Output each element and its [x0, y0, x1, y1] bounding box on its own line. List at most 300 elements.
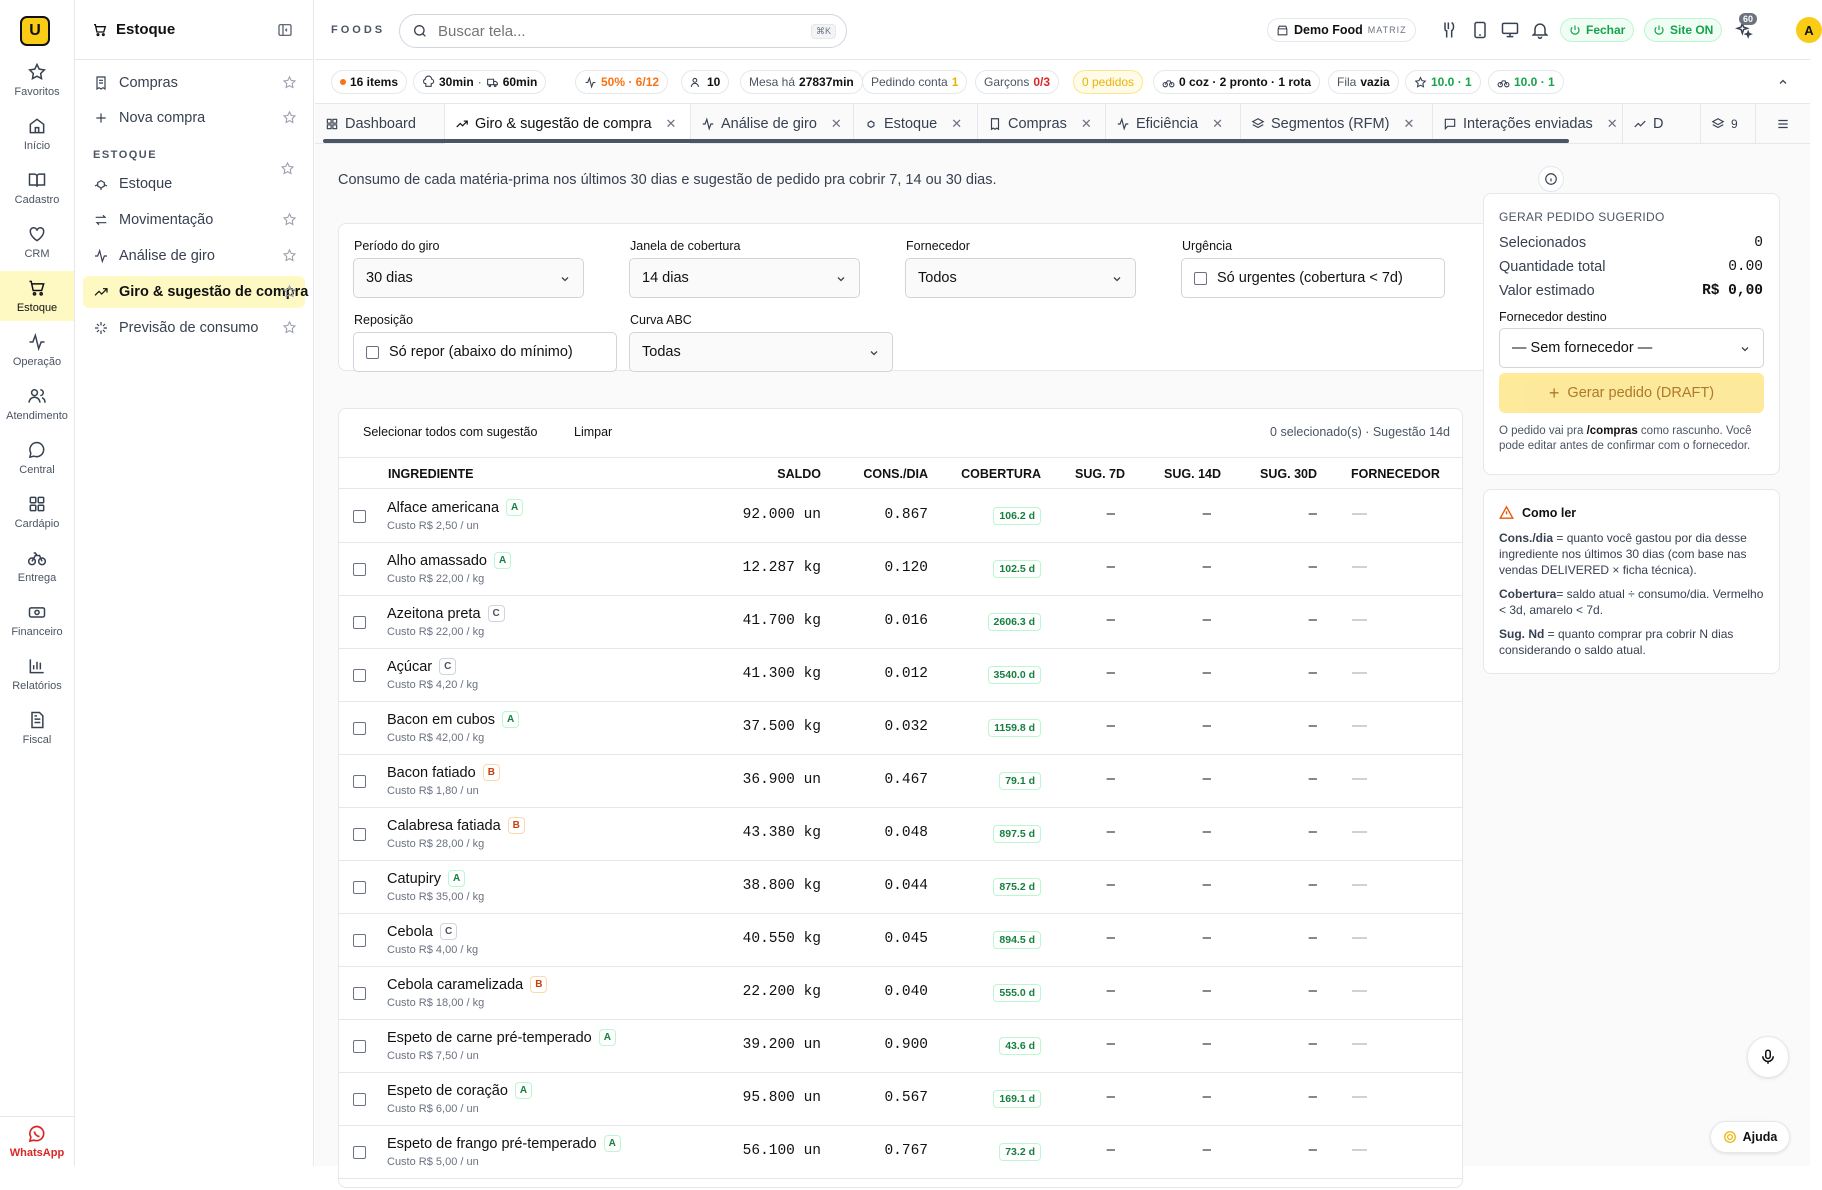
row-checkbox[interactable] — [353, 1146, 366, 1159]
close-icon[interactable]: ✕ — [951, 116, 963, 131]
table-row[interactable] — [339, 1020, 1462, 1073]
sug-14d-cell: – — [1202, 1141, 1211, 1158]
receipt-icon — [988, 117, 1002, 131]
ingredient-name: Espeto de carne pré-temperado — [387, 1029, 592, 1046]
ingredient-name: Espeto de frango pré-temperado — [387, 1135, 597, 1152]
chevron-down-icon — [1739, 343, 1751, 355]
status-pedindo-conta-chip[interactable]: Pedindo conta 1 — [862, 70, 967, 94]
tabs-count-button[interactable]: 9 — [1700, 104, 1756, 144]
status-garcons-chip[interactable]: Garçons 0/3 — [975, 70, 1059, 94]
row-checkbox[interactable] — [353, 563, 366, 576]
sug-30d-cell: – — [1308, 1141, 1317, 1158]
users-icon — [27, 386, 47, 406]
separator-dot: · — [477, 75, 482, 89]
cons-dia-cell: 0.867 — [884, 507, 928, 523]
table-row[interactable] — [339, 755, 1462, 808]
abc-badge: A — [506, 499, 523, 516]
fornecedor-cell: — — [1352, 823, 1367, 840]
whatsapp-button[interactable]: WhatsApp — [0, 1116, 74, 1166]
row-checkbox[interactable] — [353, 1093, 366, 1106]
row-checkbox[interactable] — [353, 881, 366, 894]
rail-item-cardapio[interactable]: Cardápio — [0, 487, 74, 537]
ingredient-cost: Custo R$ 7,50 / un — [387, 1050, 479, 1062]
close-icon[interactable]: ✕ — [1606, 116, 1618, 131]
col-sug-30d[interactable]: SUG. 30D — [1260, 467, 1317, 481]
tab-truncated[interactable]: D — [1623, 104, 1669, 144]
sparkle-icon — [93, 320, 109, 336]
table-row[interactable] — [339, 914, 1462, 967]
saldo-cell: 38.800 kg — [742, 878, 821, 894]
abc-badge: C — [440, 923, 457, 940]
cons-dia-cell: 0.044 — [884, 878, 928, 894]
ingredient-cost: Custo R$ 1,80 / un — [387, 785, 479, 797]
ingredient-name-cell — [387, 1135, 621, 1152]
how-to-read-title: Como ler — [1499, 505, 1576, 520]
curva-abc-select[interactable]: Todas — [629, 332, 893, 372]
user-avatar[interactable]: A — [1796, 17, 1822, 43]
cons-dia-cell: 0.045 — [884, 931, 928, 947]
chevron-down-icon — [868, 347, 880, 359]
subnav-item-analise-de-giro[interactable]: Análise de giro — [83, 240, 305, 272]
col-cobertura[interactable]: COBERTURA — [961, 467, 1041, 481]
cobertura-badge: 73.2 d — [999, 1143, 1041, 1161]
cons-dia-cell: 0.040 — [884, 984, 928, 1000]
sug-14d-cell: – — [1202, 929, 1211, 946]
tabs-menu-button[interactable] — [1756, 104, 1810, 144]
ingredient-cost: Custo R$ 18,00 / kg — [387, 997, 485, 1009]
ingredient-name: Espeto de coração — [387, 1082, 508, 1099]
favorite-star-icon[interactable] — [282, 110, 297, 125]
row-checkbox[interactable] — [353, 510, 366, 523]
tab-giro-sugestao[interactable]: Giro & sugestão de compra ✕ — [445, 104, 691, 144]
subnav-item-giro-sugestao[interactable]: Giro & sugestão de compra — [83, 276, 305, 308]
store-selector[interactable]: Demo Food MATRIZ — [1267, 18, 1416, 42]
col-saldo[interactable]: SALDO — [777, 467, 821, 481]
status-occupancy-chip[interactable]: 50% · 6/12 — [575, 70, 668, 94]
how-to-read-card — [1483, 489, 1780, 674]
table-row[interactable] — [339, 861, 1462, 914]
valor-row: Valor estimado R$ 0,00 — [1499, 283, 1763, 299]
trending-icon — [455, 117, 469, 131]
favorite-star-icon[interactable] — [282, 284, 297, 299]
close-icon[interactable]: ✕ — [830, 116, 842, 131]
sug-14d-cell: – — [1202, 505, 1211, 522]
sug-7d-cell: – — [1106, 1141, 1115, 1158]
boxes-icon — [93, 176, 109, 192]
subnav-item-estoque[interactable]: Estoque — [83, 168, 305, 200]
table-row[interactable] — [339, 702, 1462, 755]
status-mesa-chip[interactable]: Mesa há 27837min — [740, 70, 863, 94]
fornecedor-cell: — — [1352, 717, 1367, 734]
status-people-chip[interactable]: 10 — [681, 70, 729, 94]
chat-icon — [27, 440, 47, 460]
sug-7d-cell: – — [1106, 823, 1115, 840]
voice-button[interactable] — [1747, 1036, 1789, 1078]
rail-item-entrega[interactable]: Entrega — [0, 541, 74, 591]
chef-hat-icon — [422, 76, 435, 89]
sug-14d-cell: – — [1202, 1035, 1211, 1052]
col-fornecedor[interactable]: FORNECEDOR — [1351, 467, 1440, 481]
fornecedor-select[interactable]: Todos — [905, 258, 1136, 298]
rail-item-relatorios[interactable]: Relatórios — [0, 649, 74, 699]
sug-14d-cell: – — [1202, 664, 1211, 681]
filters-card — [338, 223, 1489, 371]
page-description: Consumo de cada matéria-prima nos últimos 30 dias e sugestão de pedido pra cobrir 7, 14 ou 30 dias. — [338, 172, 997, 188]
activity-icon — [1116, 117, 1130, 131]
saldo-cell: 22.200 kg — [742, 984, 821, 1000]
tab-dashboard[interactable]: Dashboard — [315, 104, 445, 144]
status-rating-chip[interactable]: 10.0 · 1 — [1405, 70, 1481, 94]
periodo-select[interactable]: 30 dias — [353, 258, 584, 298]
boxes-icon — [864, 117, 878, 131]
site-on-toggle[interactable]: Site ON — [1644, 18, 1722, 42]
ingredient-name: Bacon em cubos — [387, 711, 496, 728]
rail-item-atendimento[interactable]: Atendimento — [0, 379, 74, 429]
curva-abc-label: Curva ABC — [630, 313, 692, 327]
select-all-button[interactable]: Selecionar todos com sugestão — [363, 425, 538, 439]
periodo-label: Período do giro — [354, 239, 440, 253]
row-checkbox[interactable] — [353, 775, 366, 788]
app-logo[interactable]: U — [20, 16, 50, 46]
sug-30d-cell: – — [1308, 876, 1317, 893]
ingredient-cost: Custo R$ 28,00 / kg — [387, 838, 485, 850]
trending-icon — [1633, 117, 1647, 131]
rail-item-favoritos[interactable]: Favoritos — [0, 55, 74, 105]
reposicao-label: Reposição — [354, 313, 414, 327]
close-icon[interactable]: ✕ — [1212, 116, 1223, 131]
sug-30d-cell: – — [1308, 558, 1317, 575]
ingredient-name: Calabresa fatiada — [387, 817, 501, 834]
fornecedor-destino-select[interactable]: — Sem fornecedor — — [1499, 328, 1764, 368]
section-nav — [75, 0, 314, 1166]
ingredient-cost: Custo R$ 6,00 / un — [387, 1103, 479, 1115]
urgencia-label: Urgência — [1182, 239, 1233, 253]
tab-eficiencia[interactable]: Eficiência ✕ — [1106, 104, 1241, 144]
saldo-cell: 39.200 un — [742, 1037, 821, 1053]
abc-badge: C — [488, 605, 505, 622]
favorite-star-icon[interactable] — [282, 320, 297, 335]
sug-7d-cell: – — [1106, 505, 1115, 522]
row-checkbox[interactable] — [353, 1040, 366, 1053]
cobertura-badge: 897.5 d — [993, 825, 1041, 843]
bell-icon[interactable] — [1530, 20, 1550, 40]
main-content — [315, 144, 1810, 1166]
tab-analise-de-giro[interactable]: Análise de giro ✕ — [691, 104, 854, 144]
info-button[interactable] — [1538, 166, 1564, 192]
bike-icon — [27, 548, 47, 568]
table-body — [339, 490, 1462, 1190]
ingredient-cost: Custo R$ 35,00 / kg — [387, 891, 485, 903]
abc-badge: C — [439, 658, 456, 675]
saldo-cell: 92.000 un — [742, 507, 821, 523]
brand-label: FOODS — [331, 24, 386, 36]
saldo-cell: 56.100 un — [742, 1143, 821, 1159]
star-icon — [1414, 76, 1427, 89]
heart-icon — [27, 224, 47, 244]
rail-item-crm[interactable]: CRM — [0, 217, 74, 267]
grid-icon — [325, 117, 339, 131]
chevron-up-icon[interactable] — [1777, 76, 1789, 88]
tab-interacoes-enviadas[interactable]: Interações enviadas ✕ — [1433, 104, 1623, 144]
favorite-star-icon[interactable] — [282, 75, 297, 90]
cons-dia-cell: 0.567 — [884, 1090, 928, 1106]
ingredient-cost: Custo R$ 2,50 / un — [387, 520, 479, 532]
gerar-pedido-button[interactable]: + Gerar pedido (DRAFT) — [1499, 373, 1764, 413]
reposicao-checkbox[interactable]: Só repor (abaixo do mínimo) — [353, 332, 617, 372]
app-rail — [0, 0, 75, 1166]
trending-icon — [93, 284, 109, 300]
sidebar-collapse-icon[interactable] — [277, 22, 293, 38]
fornecedor-cell: — — [1352, 558, 1367, 575]
table-row[interactable] — [339, 808, 1462, 861]
cobertura-badge: 875.2 d — [993, 878, 1041, 896]
fornecedor-label: Fornecedor — [906, 239, 970, 253]
table-row[interactable] — [339, 543, 1462, 596]
subnav-section-title: ESTOQUE — [93, 149, 158, 161]
abc-badge: B — [508, 817, 525, 834]
receipt-icon — [93, 75, 109, 91]
activity-icon — [584, 76, 597, 89]
tab-compras[interactable]: Compras ✕ — [978, 104, 1106, 144]
status-items-chip[interactable]: 16 items — [331, 70, 407, 94]
cobertura-badge: 79.1 d — [999, 772, 1041, 790]
sug-14d-cell: – — [1202, 876, 1211, 893]
ingredient-name-cell — [387, 658, 456, 675]
utensils-icon[interactable] — [1440, 20, 1460, 40]
quantidade-row: Quantidade total 0.00 — [1499, 259, 1763, 275]
favorite-star-icon[interactable] — [282, 248, 297, 263]
cobertura-badge: 43.6 d — [999, 1037, 1041, 1055]
sug-30d-cell: – — [1308, 982, 1317, 999]
ingredient-name-cell — [387, 499, 523, 516]
status-pedidos-chip[interactable]: 0 pedidos — [1073, 70, 1143, 94]
table-row[interactable] — [339, 490, 1462, 543]
col-sug-14d[interactable]: SUG. 14D — [1164, 467, 1221, 481]
row-checkbox[interactable] — [353, 722, 366, 735]
sug-7d-cell: – — [1106, 1035, 1115, 1052]
ingredient-name-cell — [387, 552, 511, 569]
plus-icon: + — [1548, 382, 1560, 403]
sug-30d-cell: – — [1308, 770, 1317, 787]
table-row[interactable] — [339, 596, 1462, 649]
row-checkbox[interactable] — [353, 616, 366, 629]
microphone-icon — [1759, 1048, 1777, 1066]
star-icon — [27, 62, 47, 82]
rail-item-fiscal[interactable]: Fiscal — [0, 703, 74, 753]
sug-14d-cell: – — [1202, 982, 1211, 999]
janela-label: Janela de cobertura — [630, 239, 741, 253]
saldo-cell: 12.287 kg — [742, 560, 821, 576]
cons-dia-cell: 0.016 — [884, 613, 928, 629]
ingredient-name: Azeitona preta — [387, 605, 481, 622]
selection-summary: 0 selecionado(s) · Sugestão 14d — [1270, 425, 1450, 439]
fornecedor-cell: — — [1352, 770, 1367, 787]
table-row[interactable] — [339, 649, 1462, 702]
activity-icon — [701, 117, 715, 131]
row-checkbox[interactable] — [353, 987, 366, 1000]
ingredient-name-cell — [387, 870, 465, 887]
table-row[interactable] — [339, 1126, 1462, 1179]
help-button[interactable]: Ajuda — [1710, 1121, 1790, 1153]
status-bar — [315, 60, 1810, 104]
grid-icon — [27, 494, 47, 514]
sug-30d-cell: – — [1308, 611, 1317, 628]
favorite-star-icon[interactable] — [282, 212, 297, 227]
table-row[interactable] — [339, 967, 1462, 1020]
fechar-button[interactable]: Fechar — [1560, 18, 1634, 42]
ingredient-cost: Custo R$ 4,00 / kg — [387, 944, 479, 956]
power-icon — [1569, 24, 1581, 36]
urgencia-checkbox[interactable]: Só urgentes (cobertura < 7d) — [1181, 258, 1445, 298]
abc-badge: A — [599, 1029, 616, 1046]
rail-item-estoque[interactable]: Estoque — [0, 271, 74, 321]
fornecedor-cell: — — [1352, 982, 1367, 999]
sug-30d-cell: – — [1308, 717, 1317, 734]
row-checkbox[interactable] — [353, 934, 366, 947]
tab-estoque[interactable]: Estoque ✕ — [854, 104, 978, 144]
subnav-item-previsao-consumo[interactable]: Previsão de consumo — [83, 312, 305, 344]
abc-badge: B — [483, 764, 500, 781]
cons-dia-cell: 0.032 — [884, 719, 928, 735]
cobertura-badge: 3540.0 d — [988, 666, 1041, 684]
sug-14d-cell: – — [1202, 1088, 1211, 1105]
sug-7d-cell: – — [1106, 558, 1115, 575]
cobertura-badge: 106.2 d — [993, 507, 1041, 525]
ingredient-name-cell — [387, 923, 457, 940]
saldo-cell: 41.700 kg — [742, 613, 821, 629]
notification-count-badge: 60 — [1739, 13, 1757, 25]
bike-icon — [1162, 76, 1175, 89]
fornecedor-cell: — — [1352, 1141, 1367, 1158]
status-kitchen-chip[interactable]: 0 coz · 2 pronto · 1 rota — [1153, 70, 1320, 94]
fornecedor-cell: — — [1352, 611, 1367, 628]
checkbox[interactable] — [1194, 272, 1207, 285]
fornecedor-cell: — — [1352, 929, 1367, 946]
sug-30d-cell: – — [1308, 1035, 1317, 1052]
close-icon[interactable]: ✕ — [1403, 116, 1415, 131]
generate-order-card — [1483, 193, 1780, 475]
sug-7d-cell: – — [1106, 611, 1115, 628]
selecionados-row: Selecionados 0 — [1499, 235, 1763, 251]
status-delivery-rating-chip[interactable]: 10.0 · 1 — [1488, 70, 1564, 94]
search-box[interactable] — [399, 14, 847, 48]
rail-item-operacao[interactable]: Operação — [0, 325, 74, 375]
monitor-icon[interactable] — [1500, 20, 1520, 40]
checkbox[interactable] — [366, 346, 379, 359]
workspace-tabs — [315, 104, 1810, 144]
chevron-down-icon — [559, 273, 571, 285]
cons-dia-cell: 0.900 — [884, 1037, 928, 1053]
cons-dia-cell: 0.467 — [884, 772, 928, 788]
fornecedor-cell: — — [1352, 505, 1367, 522]
search-input[interactable] — [438, 23, 798, 40]
layers-icon — [1711, 117, 1725, 131]
ingredient-cost: Custo R$ 4,20 / kg — [387, 679, 479, 691]
saldo-cell: 41.300 kg — [742, 666, 821, 682]
row-checkbox[interactable] — [353, 828, 366, 841]
ingredient-name: Alho amassado — [387, 552, 487, 569]
generate-order-note: O pedido vai pra /compras como rascunho. Você pode editar antes de confirmar com o fornecedor. — [1499, 425, 1752, 452]
search-icon — [412, 23, 428, 39]
rail-item-central[interactable]: Central — [0, 433, 74, 483]
clear-button[interactable]: Limpar — [574, 425, 613, 439]
ingredient-cost: Custo R$ 42,00 / kg — [387, 732, 485, 744]
sug-30d-cell: – — [1308, 823, 1317, 840]
abc-badge: A — [604, 1135, 621, 1152]
ingredient-name: Bacon fatiado — [387, 764, 476, 781]
tabs-scrollbar[interactable] — [323, 139, 1569, 143]
sug-30d-cell: – — [1308, 1088, 1317, 1105]
abc-badge: A — [448, 870, 465, 887]
compras-link[interactable]: /compras — [1586, 425, 1638, 437]
fornecedor-cell: — — [1352, 664, 1367, 681]
tablet-icon[interactable] — [1470, 20, 1490, 40]
close-icon[interactable]: ✕ — [1080, 116, 1092, 131]
ingredient-name: Cebola caramelizada — [387, 976, 524, 993]
subnav-item-compras[interactable]: Compras — [83, 67, 305, 99]
rail-item-financeiro[interactable]: Financeiro — [0, 595, 74, 645]
subnav-item-movimentacao[interactable]: Movimentação — [83, 204, 305, 236]
abc-badge: A — [502, 711, 519, 728]
sug-7d-cell: – — [1106, 717, 1115, 734]
sug-7d-cell: – — [1106, 982, 1115, 999]
sug-14d-cell: – — [1202, 823, 1211, 840]
sug-14d-cell: – — [1202, 611, 1211, 628]
saldo-cell: 40.550 kg — [742, 931, 821, 947]
sug-14d-cell: – — [1202, 717, 1211, 734]
sug-7d-cell: – — [1106, 876, 1115, 893]
fornecedor-destino-label: Fornecedor destino — [1499, 310, 1607, 324]
ingredients-table-card — [338, 408, 1463, 1188]
sug-7d-cell: – — [1106, 929, 1115, 946]
ingredient-name: Alface americana — [387, 499, 500, 516]
book-icon — [27, 170, 47, 190]
abc-badge: A — [494, 552, 511, 569]
users-icon — [690, 76, 703, 89]
menu-icon — [1776, 117, 1790, 131]
saldo-cell: 37.500 kg — [742, 719, 821, 735]
table-row[interactable] — [339, 1073, 1462, 1126]
janela-select[interactable]: 14 dias — [629, 258, 860, 298]
sug-7d-cell: – — [1106, 770, 1115, 787]
ingredient-cost: Custo R$ 22,00 / kg — [387, 626, 485, 638]
lifebuoy-icon — [1723, 1130, 1737, 1144]
row-checkbox[interactable] — [353, 669, 366, 682]
tab-segmentos-rfm[interactable]: Segmentos (RFM) ✕ — [1241, 104, 1433, 144]
generate-order-title: GERAR PEDIDO SUGERIDO — [1499, 210, 1665, 224]
sug-7d-cell: – — [1106, 1088, 1115, 1105]
status-times-chip[interactable]: 30min · 60min — [413, 70, 546, 94]
cart-icon — [27, 278, 47, 298]
cobertura-badge: 555.0 d — [993, 984, 1041, 1002]
close-icon[interactable]: ✕ — [665, 116, 677, 131]
layers-icon — [1251, 117, 1265, 131]
help-sug-nd: Sug. Nd = quanto comprar pra cobrir N dias considerando o saldo atual. — [1499, 627, 1734, 657]
subnav-item-nova-compra[interactable]: Nova compra — [83, 102, 305, 134]
ingredient-name: Açúcar — [387, 658, 433, 675]
ingredient-name-cell — [387, 764, 500, 781]
ingredient-name-cell — [387, 605, 505, 622]
col-sug-7d[interactable]: SUG. 7D — [1074, 467, 1125, 481]
rail-item-cadastro[interactable]: Cadastro — [0, 163, 74, 213]
cons-dia-cell: 0.012 — [884, 666, 928, 682]
ingredient-name-cell — [387, 711, 519, 728]
col-cons-dia[interactable]: CONS./DIA — [863, 467, 928, 481]
status-fila-chip[interactable]: Fila vazia — [1328, 70, 1399, 94]
col-ingrediente[interactable]: INGREDIENTE — [388, 467, 474, 481]
sug-30d-cell: – — [1308, 664, 1317, 681]
rail-item-inicio[interactable]: Início — [0, 109, 74, 159]
